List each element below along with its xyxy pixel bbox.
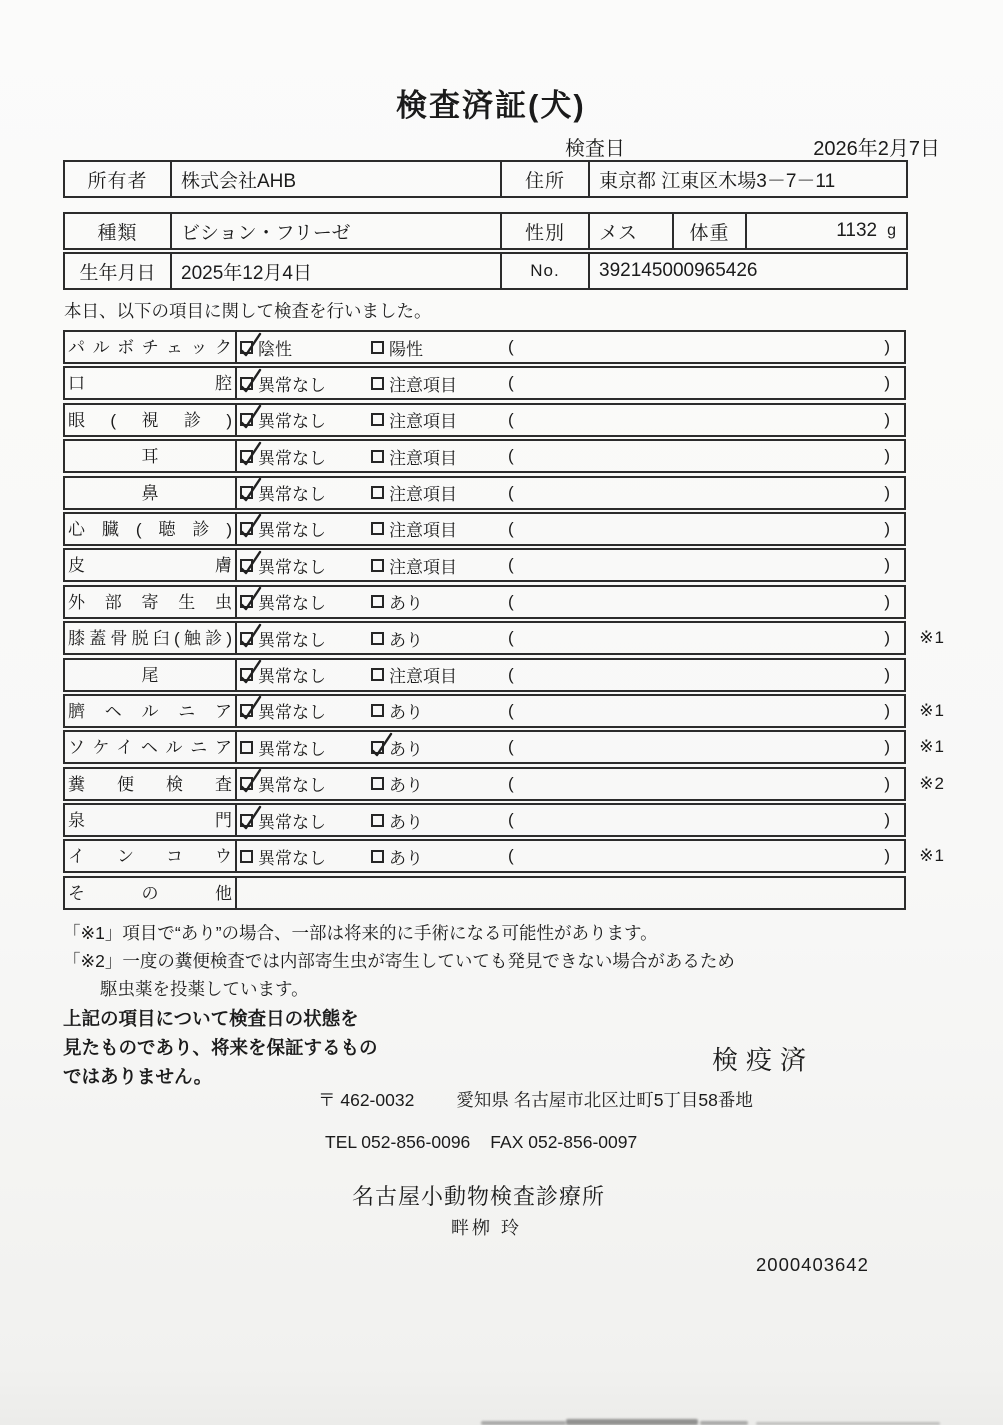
- checklist-row: [63, 621, 945, 655]
- disclaimer-line: ではありません。: [63, 1066, 213, 1087]
- checked-checkbox: [240, 413, 253, 426]
- item-options: [237, 478, 904, 508]
- item-options: [237, 550, 904, 580]
- checked-checkbox: [240, 450, 253, 463]
- item-label: 泉門: [65, 805, 237, 835]
- phone-line: [325, 1132, 637, 1153]
- item-options: [237, 368, 904, 398]
- option: [240, 371, 371, 396]
- option: [371, 662, 508, 687]
- scan-smudge: [481, 1421, 566, 1425]
- option-label: 異常なし: [258, 703, 326, 723]
- option-label: 異常なし: [258, 448, 326, 468]
- checked-checkbox: [240, 486, 253, 499]
- weight-value-cell: [747, 214, 906, 248]
- result-paren-close: ): [884, 555, 890, 575]
- empty-checkbox: [371, 377, 384, 390]
- empty-checkbox: [371, 632, 384, 645]
- owner-value: 株式会社AHB: [172, 162, 502, 196]
- checklist-row: [63, 767, 945, 801]
- checklist-table: [63, 330, 945, 912]
- item-options: [237, 696, 904, 726]
- option-label: 陰性: [258, 339, 292, 359]
- document-title: 検査済証(犬): [396, 88, 586, 123]
- checklist-row: [63, 476, 906, 510]
- item-label: 膝蓋骨脱臼(触診): [65, 623, 237, 653]
- item-label: 耳: [65, 441, 237, 471]
- option: [240, 444, 371, 469]
- item-label: 糞便検査: [65, 769, 237, 799]
- checklist-row: [63, 366, 906, 400]
- option: [240, 735, 371, 760]
- item-label: 外部寄生虫: [65, 587, 237, 617]
- option-label: 注意項目: [389, 412, 457, 432]
- reference-mark: ※2: [919, 773, 945, 793]
- footnote-line: 駆虫薬を投薬しています。: [100, 979, 309, 999]
- fax-number: FAX 052-856-0097: [490, 1132, 638, 1152]
- check-mark-icon: [238, 805, 264, 833]
- checklist-row: [63, 512, 906, 546]
- item-options: [237, 332, 904, 362]
- item-options: [237, 405, 904, 435]
- footnote-line: 「※1」項目で“あり”の場合、一部は将来的に手術になる可能性があります。: [63, 923, 658, 943]
- option-label: あり: [389, 776, 423, 796]
- checklist-row: [63, 330, 906, 364]
- disclaimer: [63, 1004, 378, 1091]
- result-paren-close: ): [884, 337, 890, 356]
- option: [371, 371, 508, 396]
- option-label: 異常なし: [258, 375, 326, 395]
- empty-checkbox: [371, 559, 384, 572]
- check-mark-icon: [238, 404, 264, 432]
- empty-checkbox: [371, 850, 384, 863]
- checked-checkbox: [371, 741, 384, 754]
- result-paren-open: (: [508, 518, 514, 538]
- result-paren-close: ): [884, 482, 890, 502]
- birth-label: 生年月日: [65, 254, 172, 288]
- check-mark-icon: [238, 332, 264, 360]
- disclaimer-line: 上記の項目について検査日の状態を: [63, 1008, 359, 1029]
- empty-checkbox: [371, 450, 384, 463]
- birth-value: 2025年12月4日: [172, 254, 502, 288]
- option: [371, 553, 508, 578]
- option: [371, 589, 508, 614]
- check-mark-icon: [238, 477, 264, 505]
- result-paren-open: (: [508, 628, 514, 648]
- option-label: 異常なし: [258, 812, 326, 832]
- option-label: あり: [389, 812, 423, 832]
- sex-value: メス: [590, 214, 674, 248]
- option-label: あり: [389, 703, 423, 723]
- result-paren-close: ): [884, 591, 890, 611]
- tel-number: TEL 052-856-0096: [325, 1132, 471, 1152]
- empty-checkbox: [371, 668, 384, 681]
- option: [371, 844, 508, 869]
- result-paren-open: (: [508, 482, 514, 502]
- result-paren-open: (: [508, 700, 514, 720]
- result-paren-close: ): [884, 846, 890, 866]
- owner-table: [63, 160, 908, 198]
- checked-checkbox: [240, 632, 253, 645]
- examiner-name: 畔栁 玲: [451, 1218, 523, 1238]
- empty-checkbox: [371, 814, 384, 827]
- result-paren-close: ): [884, 409, 890, 429]
- checked-checkbox: [240, 377, 253, 390]
- result-paren-close: ): [884, 373, 890, 393]
- item-options: [237, 878, 904, 908]
- check-mark-icon: [238, 586, 264, 614]
- option: [240, 335, 371, 360]
- item-options: [237, 441, 904, 471]
- option: [371, 407, 508, 432]
- empty-checkbox: [371, 704, 384, 717]
- footnotes: [63, 919, 735, 1003]
- item-label: ソケイヘルニア: [65, 732, 237, 762]
- empty-checkbox: [371, 522, 384, 535]
- option: [371, 444, 508, 469]
- item-label: 心臓(聴診): [65, 514, 237, 544]
- result-paren-open: (: [508, 773, 514, 793]
- inspection-date-value: 2026年2月7日: [813, 138, 940, 160]
- item-options: [237, 660, 904, 690]
- option: [240, 407, 371, 432]
- check-mark-icon: [238, 623, 264, 651]
- clinic-address: 愛知県 名古屋市北区辻町5丁目58番地: [456, 1090, 753, 1110]
- result-paren-close: ): [884, 518, 890, 538]
- result-paren-close: ): [884, 446, 890, 466]
- footnote-line: 「※2」一度の糞便検査では内部寄生虫が寄生していても発見できない場合があるため: [63, 951, 735, 971]
- disclaimer-line: 見たものであり、将来を保証するもの: [63, 1037, 378, 1058]
- checklist-row: [63, 439, 906, 473]
- checklist-row: [63, 658, 906, 692]
- reference-mark: ※1: [919, 700, 945, 720]
- serial-number: 2000403642: [756, 1254, 869, 1275]
- postal-address-line: [318, 1087, 753, 1112]
- checked-checkbox: [240, 559, 253, 572]
- sex-label: 性別: [502, 214, 590, 248]
- option-label: 異常なし: [258, 521, 326, 541]
- option-label: 異常なし: [258, 630, 326, 650]
- checked-checkbox: [240, 341, 253, 354]
- item-label: パルボチェック: [65, 332, 237, 362]
- checklist-intro: 本日、以下の項目に関して検査を行いました。: [64, 301, 432, 321]
- empty-checkbox: [371, 595, 384, 608]
- address-value: 東京都 江東区木場3－7－11: [599, 170, 836, 192]
- result-paren-open: (: [508, 555, 514, 575]
- checked-checkbox: [240, 668, 253, 681]
- checklist-row: [63, 585, 906, 619]
- option: [371, 480, 508, 505]
- breed-row: [63, 212, 908, 250]
- option-label: 異常なし: [258, 739, 326, 759]
- inspection-date-line: [565, 132, 940, 161]
- empty-checkbox: [371, 777, 384, 790]
- address-label: 住所: [502, 162, 590, 196]
- option: [240, 553, 371, 578]
- checked-checkbox: [240, 814, 253, 827]
- item-options: [237, 623, 904, 653]
- reference-mark: ※1: [919, 628, 945, 648]
- breed-value: ビション・フリーゼ: [172, 214, 502, 248]
- birth-row: [63, 252, 908, 290]
- item-label: その他: [65, 878, 237, 908]
- option: [371, 626, 508, 651]
- checklist-row: [63, 694, 945, 728]
- result-paren-close: ): [884, 737, 890, 757]
- check-mark-icon: [238, 695, 264, 723]
- option-label: 異常なし: [258, 412, 326, 432]
- reference-mark: ※1: [919, 846, 945, 866]
- item-options: [237, 769, 904, 799]
- result-paren-open: (: [508, 846, 514, 866]
- option-label: 注意項目: [389, 448, 457, 468]
- result-paren-close: ): [884, 773, 890, 793]
- checklist-row: [63, 839, 945, 873]
- option-label: あり: [389, 594, 423, 614]
- option: [240, 516, 371, 541]
- reference-mark: ※1: [919, 737, 945, 757]
- option-label: あり: [389, 630, 423, 650]
- option: [240, 698, 371, 723]
- option: [240, 480, 371, 505]
- no-value: 392145000965426: [599, 260, 758, 281]
- option: [240, 589, 371, 614]
- result-paren-open: (: [508, 409, 514, 429]
- quarantine-stamp: 検疫済: [712, 1045, 815, 1075]
- option: [240, 771, 371, 796]
- checked-checkbox: [240, 595, 253, 608]
- result-paren-close: ): [884, 700, 890, 720]
- item-label: 口腔: [65, 368, 237, 398]
- weight-label: 体重: [674, 214, 747, 248]
- clinic-name: 名古屋小動物検査診療所: [352, 1184, 606, 1209]
- item-label: インコウ: [65, 841, 237, 871]
- option-label: 注意項目: [389, 485, 457, 505]
- option: [240, 626, 371, 651]
- option-label: 異常なし: [258, 485, 326, 505]
- option: [371, 771, 508, 796]
- option-label: あり: [389, 848, 423, 868]
- weight-unit: g: [887, 222, 896, 239]
- result-paren-open: (: [508, 373, 514, 393]
- option: [371, 735, 508, 760]
- option: [371, 698, 508, 723]
- breed-label: 種類: [65, 214, 172, 248]
- checked-checkbox: [240, 522, 253, 535]
- checklist-row: [63, 548, 906, 582]
- result-paren-open: (: [508, 591, 514, 611]
- result-paren-open: (: [508, 664, 514, 684]
- option-label: 注意項目: [389, 375, 457, 395]
- checklist-row: [63, 876, 906, 910]
- item-label: 尾: [65, 660, 237, 690]
- option-label: 異常なし: [258, 557, 326, 577]
- check-mark-icon: [238, 768, 264, 796]
- check-mark-icon: [238, 441, 264, 469]
- checked-checkbox: [240, 704, 253, 717]
- scan-smudge: [700, 1421, 748, 1425]
- empty-checkbox: [240, 850, 253, 863]
- item-options: [237, 805, 904, 835]
- option-label: 異常なし: [258, 594, 326, 614]
- inspection-date-label: 検査日: [565, 138, 625, 160]
- item-label: 眼(視診): [65, 405, 237, 435]
- option-label: 異常なし: [258, 667, 326, 687]
- check-mark-icon: [238, 513, 264, 541]
- empty-checkbox: [240, 741, 253, 754]
- option: [371, 335, 508, 360]
- option: [371, 516, 508, 541]
- item-label: 鼻: [65, 478, 237, 508]
- option: [240, 808, 371, 833]
- result-paren-open: (: [508, 337, 514, 356]
- result-paren-open: (: [508, 446, 514, 466]
- weight-value: 1132: [836, 220, 878, 241]
- check-mark-icon: [238, 550, 264, 578]
- option: [240, 844, 371, 869]
- check-mark-icon: [369, 732, 395, 760]
- option: [371, 808, 508, 833]
- empty-checkbox: [371, 413, 384, 426]
- scan-smudge: [566, 1419, 698, 1425]
- option-label: 陽性: [389, 339, 423, 359]
- item-options: [237, 732, 904, 762]
- checklist-row: [63, 403, 906, 437]
- item-options: [237, 514, 904, 544]
- option-label: 注意項目: [389, 521, 457, 541]
- check-mark-icon: [238, 659, 264, 687]
- option-label: 異常なし: [258, 776, 326, 796]
- checklist-row: [63, 803, 906, 837]
- check-mark-icon: [238, 368, 264, 396]
- item-label: 臍ヘルニア: [65, 696, 237, 726]
- checked-checkbox: [240, 777, 253, 790]
- option-label: 注意項目: [389, 557, 457, 577]
- option: [240, 662, 371, 687]
- result-paren-open: (: [508, 737, 514, 757]
- option-label: 異常なし: [258, 848, 326, 868]
- item-label: 皮膚: [65, 550, 237, 580]
- owner-label: 所有者: [65, 162, 172, 196]
- empty-checkbox: [371, 486, 384, 499]
- result-paren-close: ): [884, 628, 890, 648]
- result-paren-close: ): [884, 810, 890, 830]
- empty-checkbox: [371, 341, 384, 354]
- item-options: [237, 841, 904, 871]
- option-label: 注意項目: [389, 667, 457, 687]
- postal-code: 〒 462-0032: [318, 1090, 415, 1110]
- result-paren-close: ): [884, 664, 890, 684]
- checklist-row: [63, 730, 945, 764]
- no-label: No.: [502, 254, 590, 288]
- result-paren-open: (: [508, 810, 514, 830]
- option-label: あり: [389, 739, 423, 759]
- item-options: [237, 587, 904, 617]
